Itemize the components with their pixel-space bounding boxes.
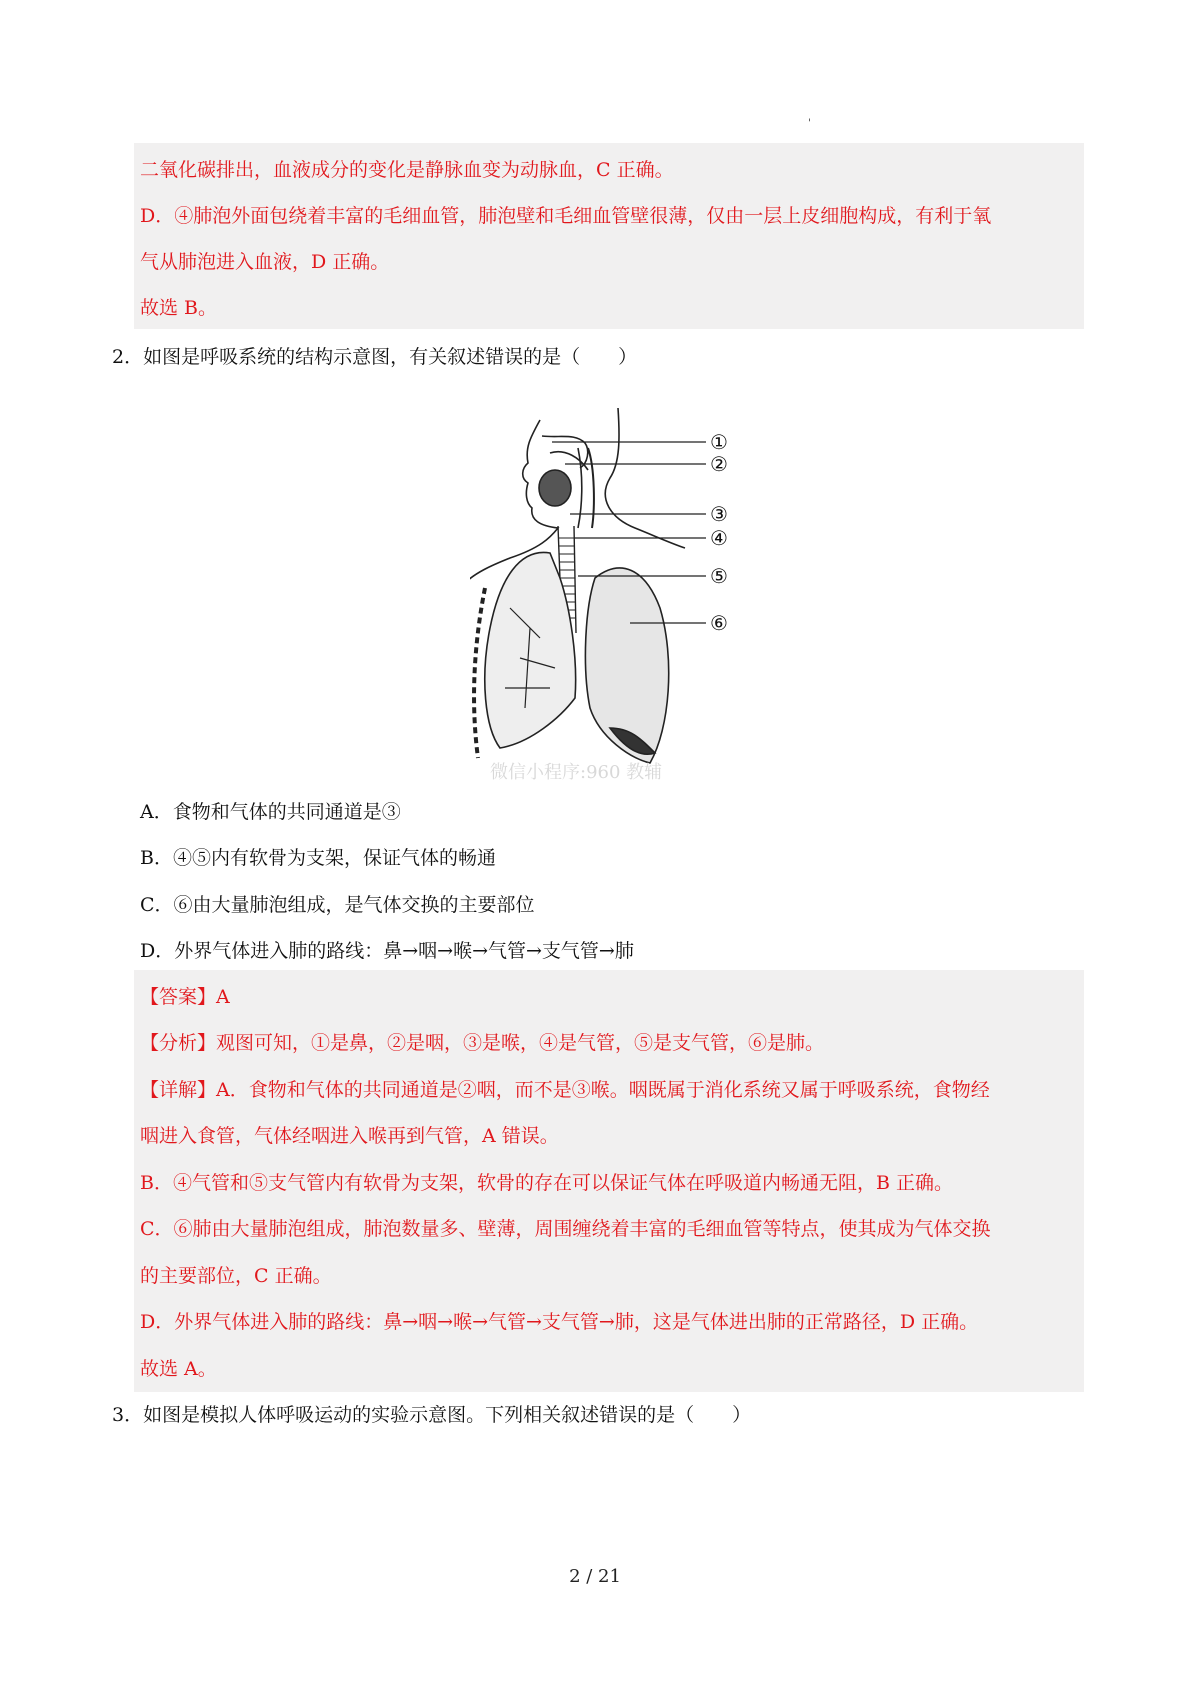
- explanation-line: 咽进入食管，气体经咽进入喉再到气管，A 错误。: [140, 1125, 559, 1147]
- page-number: 2 / 21: [569, 1566, 621, 1587]
- diagram-label-2: ②: [710, 452, 728, 476]
- diagram-label-3: ③: [710, 502, 728, 526]
- option-c: C．⑥由大量肺泡组成，是气体交换的主要部位: [140, 894, 535, 916]
- diagram-watermark: 微信小程序:960 教辅: [490, 762, 663, 783]
- respiratory-system-illustration: [470, 408, 790, 788]
- analysis-line: 【分析】观图可知，①是鼻，②是咽，③是喉，④是气管，⑤是支气管，⑥是肺。: [140, 1032, 825, 1054]
- diagram-label-1: ①: [710, 430, 728, 454]
- question-3-stem: 3．如图是模拟人体呼吸运动的实验示意图。下列相关叙述错误的是（ ）: [112, 1404, 752, 1426]
- previous-answer-line: D．④肺泡外面包绕着丰富的毛细血管，肺泡壁和毛细血管壁很薄，仅由一层上皮细胞构成，有利于氧: [140, 205, 992, 227]
- explanation-line: C．⑥肺由大量肺泡组成，肺泡数量多、壁薄，周围缠绕着丰富的毛细血管等特点，使其成为气体交换: [140, 1218, 991, 1240]
- previous-answer-line: 故选 B。: [140, 297, 218, 319]
- previous-answer-line: 二氧化碳排出，血液成分的变化是静脉血变为动脉血，C 正确。: [140, 159, 674, 181]
- diagram-label-4: ④: [710, 526, 728, 550]
- option-b: B．④⑤内有软骨为支架，保证气体的畅通: [140, 847, 496, 869]
- question-2-stem: 2．如图是呼吸系统的结构示意图，有关叙述错误的是（ ）: [112, 346, 638, 368]
- explanation-line: 的主要部位，C 正确。: [140, 1265, 332, 1287]
- respiratory-system-diagram: [470, 408, 790, 788]
- explanation-line: B．④气管和⑤支气管内有软骨为支架，软骨的存在可以保证气体在呼吸道内畅通无阻，B 正确。: [140, 1172, 953, 1194]
- final-choice-line: 故选 A。: [140, 1358, 217, 1380]
- diagram-label-6: ⑥: [710, 611, 728, 635]
- previous-answer-line: 气从肺泡进入血液，D 正确。: [140, 251, 390, 273]
- answer-line: 【答案】A: [140, 986, 230, 1008]
- explanation-line: 【详解】A．食物和气体的共同通道是②咽，而不是③喉。咽既属于消化系统又属于呼吸系统，食物经: [140, 1079, 990, 1101]
- header-mark: ': [808, 118, 811, 129]
- option-a: A．食物和气体的共同通道是③: [140, 801, 401, 823]
- option-d: D．外界气体进入肺的路线：鼻→咽→喉→气管→支气管→肺: [140, 940, 634, 962]
- diagram-label-5: ⑤: [710, 564, 728, 588]
- explanation-line: D．外界气体进入肺的路线：鼻→咽→喉→气管→支气管→肺，这是气体进出肺的正常路径，D 正确。: [140, 1311, 979, 1333]
